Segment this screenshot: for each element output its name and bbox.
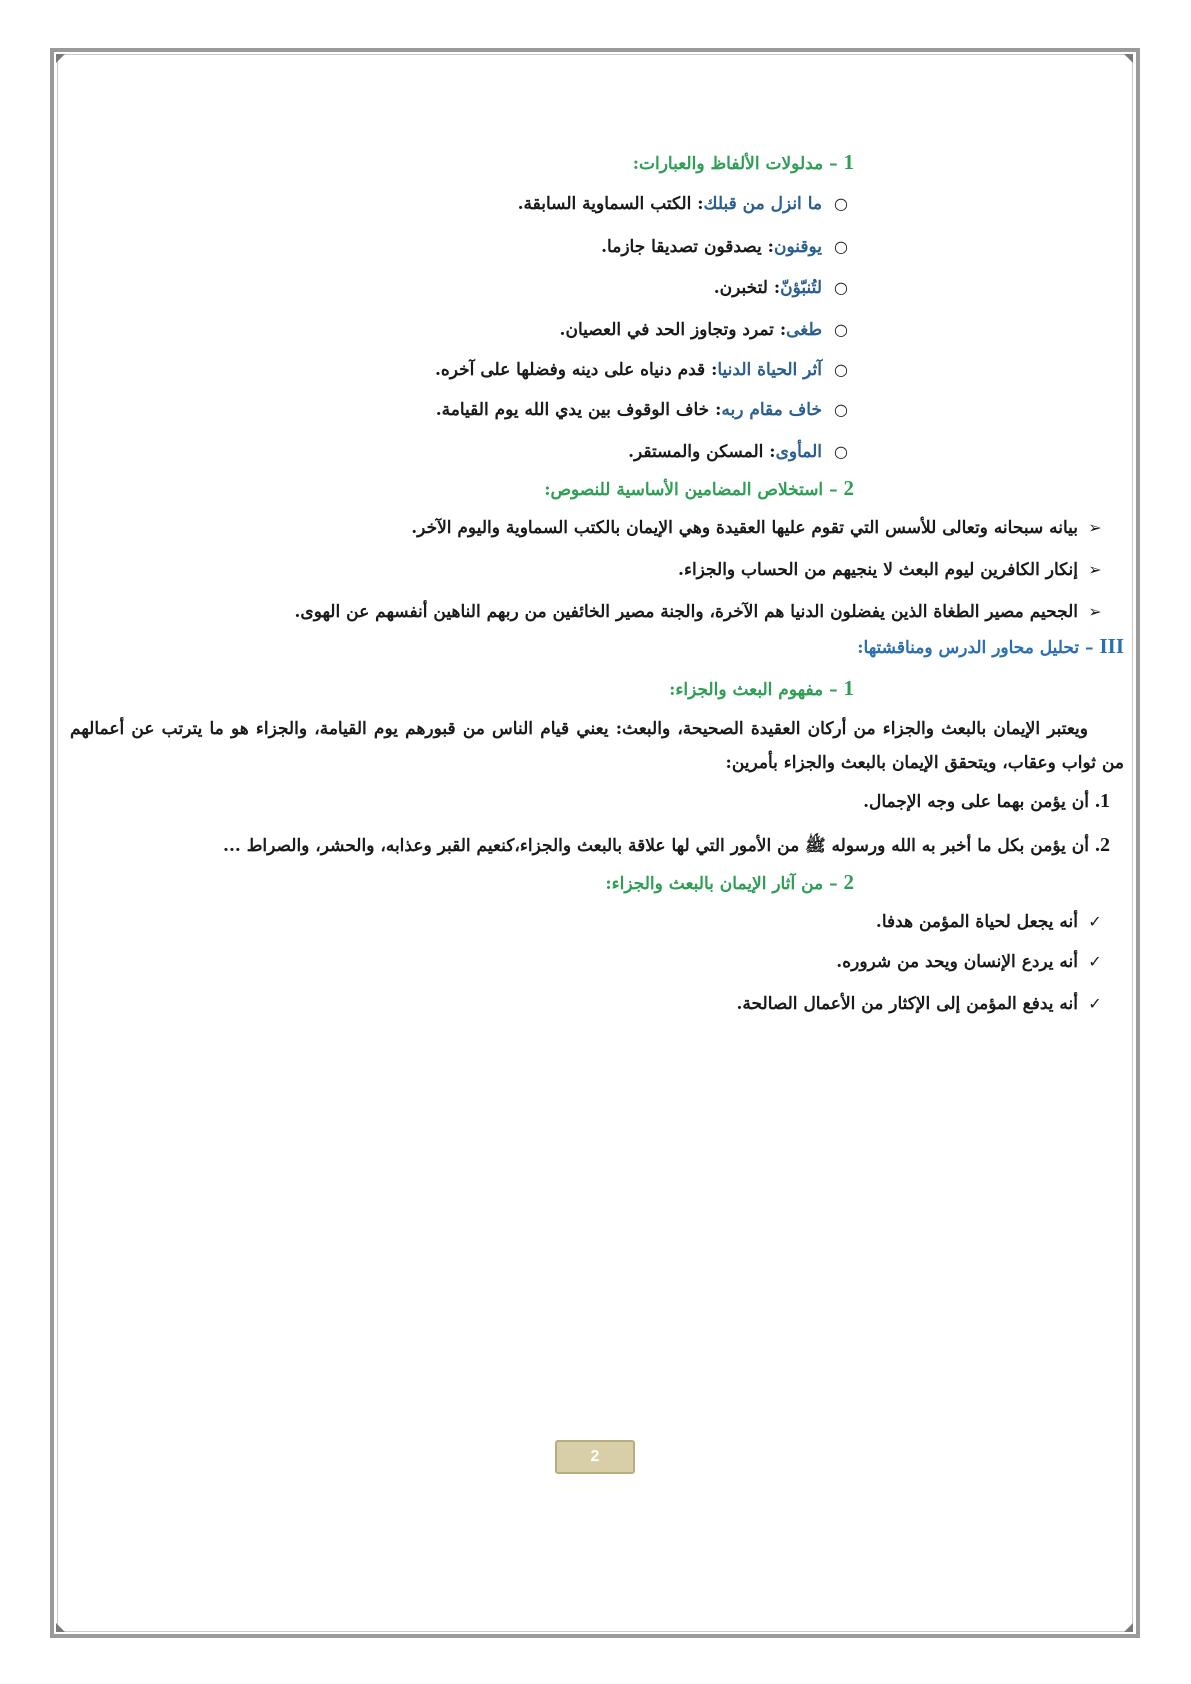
section-title: – استخلاص المضامين الأساسية للنصوص: [544,480,844,500]
circle-bullet-icon: ○ [834,442,848,461]
arrow-bullet-icon: ➢ [1088,518,1102,537]
effect-item [836,952,1106,972]
vocab-definition: : قدم دنياه على دينه وفضلها على آخره. [434,360,718,380]
corner-ornament [1124,54,1133,63]
numbered-item [863,790,1110,813]
corner-ornament [56,1623,65,1632]
vocab-definition: : تمرد وتجاوز الحد في العصيان. [559,320,787,340]
numbered-item [223,834,1110,860]
vocab-term: خاف مقام ربه [721,400,822,420]
section-title: – تحليل محاور الدرس ومناقشتها: [857,638,1100,658]
circle-bullet-icon: ○ [834,360,848,379]
section-title: – مفهوم البعث والجزاء: [669,680,844,700]
section-number: 1 [843,150,854,174]
vocab-item [714,278,854,298]
section-title: – من آثار الإيمان بالبعث والجزاء: [605,874,844,894]
vocab-definition: : لتخبرن. [713,278,781,298]
list-text: أن يؤمن بكل ما أخبر به الله ورسوله ﷺ من الأمور التي لها علاقة بالبعث والجزاء،كنعيم القبر وعذابه، والحشر، والصراط ... [223,836,1089,856]
checkmark-icon: ✓ [1088,952,1102,971]
circle-bullet-icon: ○ [834,237,848,256]
summary-text: الجحيم مصير الطغاة الذين يفضلون الدنيا هم الآخرة، والجنة مصير الخائفين من ربهم الناهين أنفسهم عن الهوى. [294,602,1078,622]
vocab-term: ما انزل من قبلك [703,194,822,214]
checkmark-icon: ✓ [1088,912,1102,931]
vocab-definition: : المسكن والمستقر. [628,442,776,462]
vocab-term: لتُنبّؤنّ [780,278,822,298]
checkmark-icon: ✓ [1088,994,1102,1013]
vocab-term: طغى [786,320,822,340]
section-3-heading [857,634,1124,659]
section-number: 1 [843,676,854,700]
section-1-heading [633,150,854,175]
arrow-bullet-icon: ➢ [1088,602,1102,621]
subsection-1-heading [669,676,854,701]
page-number-badge: 2 [555,1440,635,1474]
summary-item [294,602,1106,622]
vocab-item [601,237,854,257]
summary-text: بيانه سبحانه وتعالى للأسس التي تقوم عليها العقيدة وهي الإيمان بالكتب السماوية واليوم الآخر. [411,518,1078,538]
vocab-term: المأوى [775,442,822,462]
subsection-2-heading [605,870,854,895]
list-text: أن يؤمن بهما على وجه الإجمال. [863,792,1089,812]
vocab-item [560,320,854,340]
vocab-term: يوقنون [773,237,822,257]
vocab-definition: : الكتب السماوية السابقة. [517,194,704,214]
corner-ornament [56,54,65,63]
section-2-heading [544,476,854,501]
summary-item [411,518,1106,538]
vocab-term: آثر الحياة الدنيا [717,360,822,380]
vocab-item [436,400,854,420]
vocab-item [435,360,854,380]
list-number: 2. [1095,834,1110,856]
effect-item [737,994,1106,1014]
effect-text: أنه يدفع المؤمن إلى الإكثار من الأعمال الصالحة. [736,994,1078,1014]
effect-text: أنه يجعل لحياة المؤمن هدفا. [875,912,1078,932]
section-number: III [1099,634,1124,658]
section-number: 2 [843,870,854,894]
circle-bullet-icon: ○ [834,400,848,419]
circle-bullet-icon: ○ [834,320,848,339]
definition-paragraph: ويعتبر الإيمان بالبعث والجزاء من أركان العقيدة الصحيحة، والبعث: يعني قيام الناس من قبورهم يوم القيامة، والجزاء هو ما يترتب عن أعمالهم من ثواب وعقاب، ويتحقق الإيمان بالبعث والجزاء بأمرين: [70,719,1124,773]
circle-bullet-icon: ○ [834,278,848,297]
effect-item [876,912,1106,932]
corner-ornament [1124,1623,1133,1632]
effect-text: أنه يردع الإنسان ويحد من شروره. [836,952,1078,972]
section-number: 2 [843,476,854,500]
list-number: 1. [1095,790,1110,812]
vocab-definition: : خاف الوقوف بين يدي الله يوم القيامة. [435,400,722,420]
vocab-item [628,442,854,462]
summary-item [678,560,1106,580]
arrow-bullet-icon: ➢ [1088,560,1102,579]
section-title: – مدلولات الألفاظ والعبارات: [632,154,844,174]
summary-text: إنكار الكافرين ليوم البعث لا ينجيهم من الحساب والجزاء. [678,560,1078,580]
circle-bullet-icon: ○ [834,194,848,213]
vocab-item [518,194,854,214]
vocab-definition: : يصدقون تصديقا جازما. [601,237,774,257]
